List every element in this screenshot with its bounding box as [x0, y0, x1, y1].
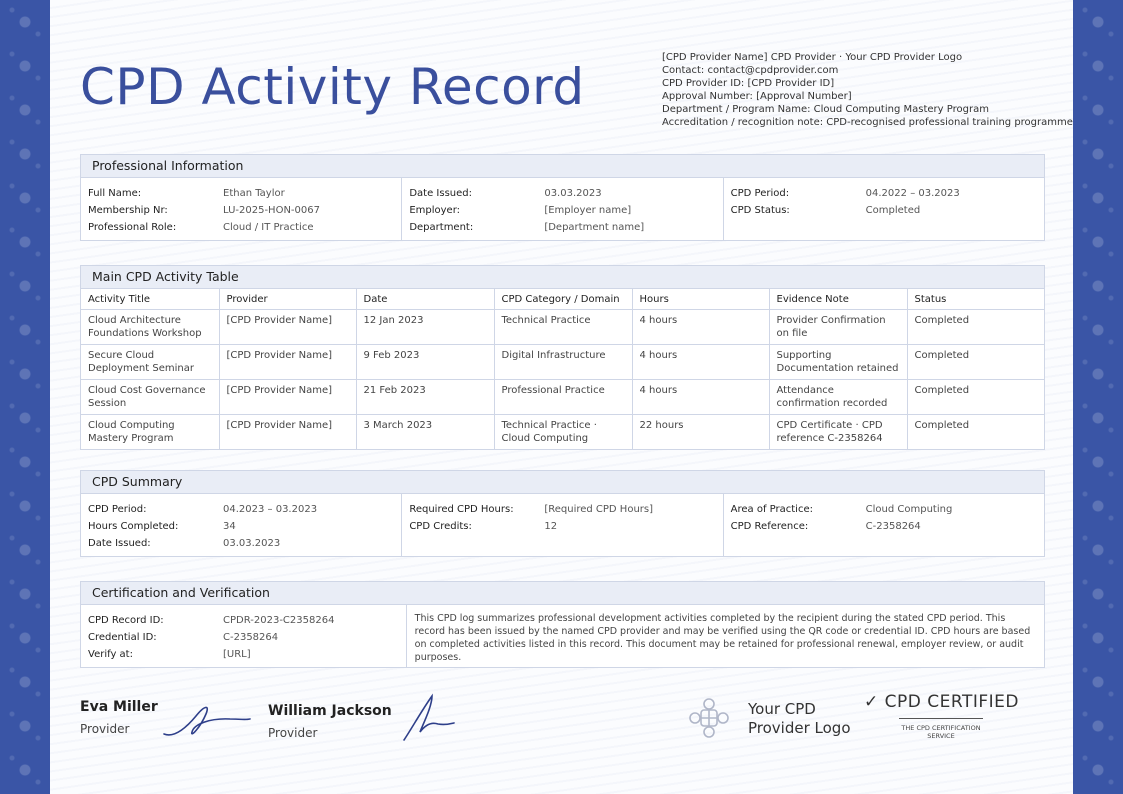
- table-cell: 12 Jan 2023: [356, 310, 494, 345]
- info-row: [88, 219, 394, 236]
- info-value: 34: [223, 521, 236, 532]
- info-column: [81, 494, 402, 556]
- info-value: 04.2023 – 03.2023: [223, 504, 318, 515]
- certification-statement: This CPD log summarizes professional development activities completed by the recipient during the stated CPD period. This record has been issued by the named CPD provider and may be verified using the QR code or credential ID. CPD hours are based on completed activities listed in this record. This document may be retained for professional renewal, employer review, or audit purposes.: [414, 613, 1031, 663]
- info-value: 12: [544, 521, 558, 532]
- info-row: [88, 629, 399, 646]
- info-row: [409, 219, 715, 236]
- table-row: [81, 310, 1044, 345]
- table-cell: Cloud Computing Mastery Program: [81, 415, 219, 450]
- badge-subtitle: THE CPD CERTIFICATION: [901, 724, 981, 732]
- info-column: [402, 178, 723, 240]
- table-cell: [CPD Provider Name]: [219, 415, 356, 450]
- info-label: Department:: [409, 222, 474, 233]
- info-label: CPD Period:: [730, 188, 790, 199]
- table-row: [81, 345, 1044, 380]
- info-label: Required CPD Hours:: [409, 504, 514, 515]
- page-title: CPD Activity Record: [80, 58, 585, 116]
- info-label: Professional Role:: [88, 222, 177, 233]
- info-row: [409, 202, 715, 219]
- table-cell: 4 hours: [632, 380, 769, 415]
- column-header: Evidence Note: [769, 289, 907, 310]
- table-cell: Technical Practice: [494, 310, 632, 345]
- info-row: [88, 202, 394, 219]
- column-header: Provider: [219, 289, 356, 310]
- provider-logo-text: [748, 700, 851, 738]
- info-column: [724, 178, 1044, 240]
- info-label: CPD Period:: [88, 504, 147, 515]
- ornamental-knot-icon: [686, 695, 732, 741]
- column-header: Date: [356, 289, 494, 310]
- table-cell: 3 March 2023: [356, 415, 494, 450]
- info-row: [88, 501, 394, 518]
- table-cell: Supporting Documentation retained: [769, 345, 907, 380]
- column-header: CPD Category / Domain: [494, 289, 632, 310]
- info-label: CPD Status:: [730, 205, 790, 216]
- column-header: Activity Title: [81, 289, 219, 310]
- section-heading: Main CPD Activity Table: [81, 266, 1044, 289]
- info-row: [731, 501, 1037, 518]
- info-value: [URL]: [223, 649, 251, 660]
- provider-info-line: Accreditation / recognition note: CPD-recognised professional training programme: [662, 117, 1073, 128]
- signatory-1: [80, 699, 158, 736]
- table-row: [81, 380, 1044, 415]
- table-cell: CPD Certificate · CPD reference C-2358264: [769, 415, 907, 450]
- info-row: [88, 612, 399, 629]
- info-label: CPD Reference:: [730, 521, 809, 532]
- table-cell: Provider Confirmation on file: [769, 310, 907, 345]
- professional-info-section: [80, 154, 1045, 241]
- info-value: 03.03.2023: [544, 188, 602, 199]
- info-label: Date Issued:: [88, 538, 151, 549]
- info-value: Cloud Computing: [865, 504, 953, 515]
- info-label: Hours Completed:: [88, 521, 179, 532]
- provider-info-line: Contact: contact@cpdprovider.com: [662, 65, 839, 76]
- table-cell: Secure Cloud Deployment Seminar: [81, 345, 219, 380]
- table-cell: [CPD Provider Name]: [219, 345, 356, 380]
- provider-info-line: Approval Number: [Approval Number]: [662, 91, 852, 102]
- info-row: [88, 646, 399, 663]
- info-row: [731, 518, 1037, 535]
- section-heading: Certification and Verification: [81, 582, 1044, 605]
- info-value: Cloud / IT Practice: [223, 222, 314, 233]
- signatory-name: William Jackson: [268, 703, 392, 719]
- table-cell: 4 hours: [632, 310, 769, 345]
- info-row: [409, 185, 715, 202]
- table-cell: 4 hours: [632, 345, 769, 380]
- table-cell: Completed: [914, 420, 970, 431]
- section-heading: CPD Summary: [81, 471, 1044, 494]
- info-value: C-2358264: [865, 521, 921, 532]
- info-label: Membership Nr:: [88, 205, 168, 216]
- provider-info-block: [662, 51, 1073, 129]
- table-cell: [CPD Provider Name]: [219, 310, 356, 345]
- left-decorative-band: [0, 0, 50, 794]
- info-label: Verify at:: [88, 649, 133, 660]
- info-value: C-2358264: [223, 632, 279, 643]
- table-header-row: [81, 289, 1044, 310]
- badge-title: [864, 692, 1018, 712]
- activity-table-section: [80, 265, 1045, 450]
- column-header: Hours: [632, 289, 769, 310]
- table-row: [81, 415, 1044, 450]
- info-label: Employer:: [409, 205, 461, 216]
- table-cell: Technical Practice · Cloud Computing: [494, 415, 632, 450]
- info-value: [Department name]: [544, 222, 645, 233]
- info-row: [88, 185, 394, 202]
- table-cell: 21 Feb 2023: [356, 380, 494, 415]
- info-value: 03.03.2023: [223, 538, 281, 549]
- info-value: [Required CPD Hours]: [544, 504, 654, 515]
- provider-info-line: CPD Provider ID: [CPD Provider ID]: [662, 78, 835, 89]
- info-value: 04.2022 – 03.2023: [865, 188, 960, 199]
- table-cell: Cloud Cost Governance Session: [81, 380, 219, 415]
- signatory-name: Eva Miller: [80, 699, 158, 715]
- logo-line: Provider Logo: [748, 719, 851, 737]
- info-label: Credential ID:: [88, 632, 157, 643]
- table-cell: Professional Practice: [494, 380, 632, 415]
- info-value: CPDR-2023-C2358264: [223, 615, 335, 626]
- table-cell: Cloud Architecture Foundations Workshop: [81, 310, 219, 345]
- certification-section: [80, 581, 1045, 668]
- info-label: Full Name:: [88, 188, 142, 199]
- badge-divider: [899, 718, 983, 719]
- info-column: [402, 494, 723, 556]
- info-value: [Employer name]: [544, 205, 632, 216]
- info-value: Ethan Taylor: [223, 188, 285, 199]
- signatory-role: Provider: [80, 722, 130, 736]
- signatory-role: Provider: [268, 726, 318, 740]
- info-value: Completed: [865, 205, 921, 216]
- info-label: CPD Record ID:: [88, 615, 164, 626]
- provider-info-line: [CPD Provider Name] CPD Provider · Your CPD Provider Logo: [662, 52, 963, 63]
- info-row: [88, 518, 394, 535]
- table-cell: Completed: [907, 380, 1044, 415]
- provider-info-line: Department / Program Name: Cloud Computing Mastery Program: [662, 104, 989, 115]
- info-row: [88, 535, 394, 552]
- signature-2-icon: [398, 692, 458, 744]
- info-column: [81, 605, 407, 667]
- info-row: [409, 518, 715, 535]
- info-label: CPD Credits:: [409, 521, 472, 532]
- right-decorative-band: [1073, 0, 1123, 794]
- cpd-certified-badge: [864, 692, 1018, 740]
- table-cell: Attendance confirmation recorded: [769, 380, 907, 415]
- info-label: Date Issued:: [409, 188, 472, 199]
- info-row: [731, 202, 1037, 219]
- table-cell: Completed: [907, 345, 1044, 380]
- info-label: Area of Practice:: [730, 504, 813, 515]
- table-cell: 9 Feb 2023: [356, 345, 494, 380]
- info-row: [731, 185, 1037, 202]
- table-cell: Completed: [907, 310, 1044, 345]
- cpd-summary-section: [80, 470, 1045, 557]
- check-circle-icon: ✓: [864, 692, 879, 712]
- info-column: [81, 178, 402, 240]
- badge-main-text: CPD CERTIFIED: [884, 692, 1019, 712]
- info-value: LU-2025-HON-0067: [223, 205, 320, 216]
- badge-subtitle: SERVICE: [927, 732, 955, 740]
- table-cell: [CPD Provider Name]: [219, 380, 356, 415]
- table-cell: Digital Infrastructure: [494, 345, 632, 380]
- table-cell: 22 hours: [632, 415, 769, 450]
- info-row: [409, 501, 715, 518]
- signature-1-icon: [160, 698, 254, 742]
- signatory-2: [268, 703, 392, 740]
- info-column: [724, 494, 1044, 556]
- column-header: Status: [907, 289, 1044, 310]
- section-heading: Professional Information: [81, 155, 1044, 178]
- logo-line: Your CPD: [748, 700, 816, 718]
- activity-table: [81, 289, 1044, 449]
